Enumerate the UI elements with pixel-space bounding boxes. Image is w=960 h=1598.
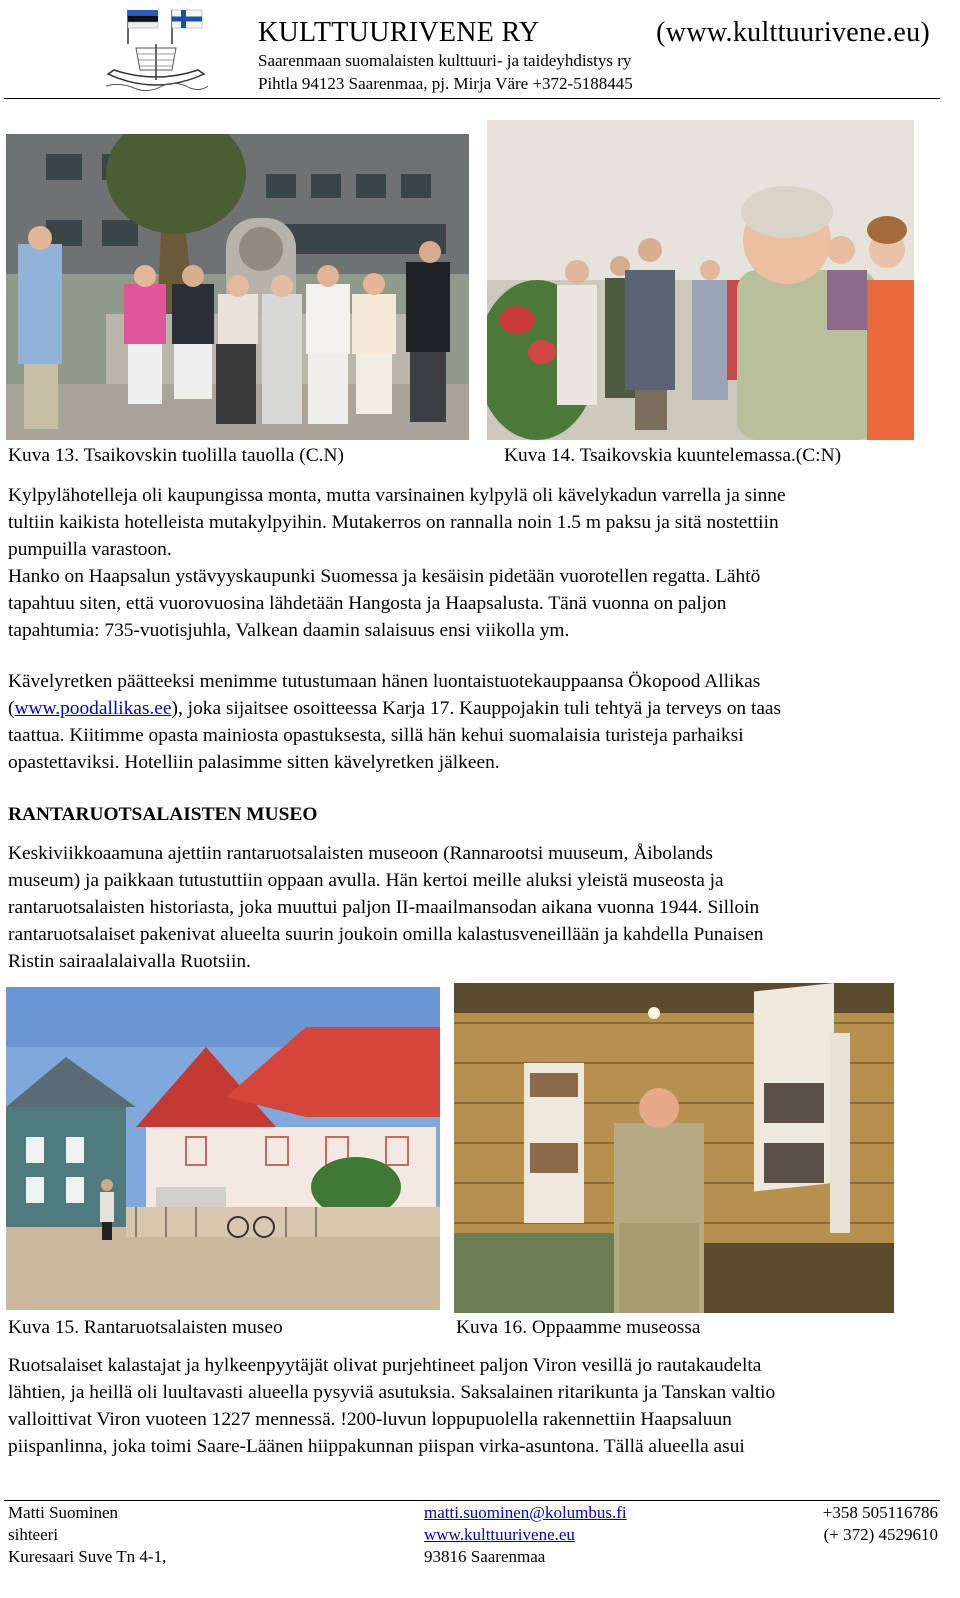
header-logo (100, 4, 212, 98)
text-line: tultiin kaikista hotelleista mutakylpyihin. Mutakerros on rannalla noin 1.5 m paksu ja sitä nostettiin (8, 512, 779, 533)
paragraph-ruotsalaiset (8, 1352, 938, 1460)
caption-kuva-16: Kuva 16. Oppaamme museossa (456, 1317, 701, 1338)
footer-phone-ee: (+ 372) 4529610 (823, 1525, 938, 1544)
paragraph-museo (8, 840, 938, 975)
paren-open: ( (8, 698, 15, 719)
header-website: (www.kulttuurivene.eu) (656, 17, 930, 48)
text-line: museum) ja paikkaan tutustuttiin oppaan avulla. Hän kertoi meille aluksi yleistä museosta ja (8, 870, 724, 891)
photo-kuva-13 (6, 134, 469, 440)
footer-web-link[interactable]: www.kulttuurivene.eu (424, 1525, 575, 1544)
section-heading: RANTARUOTSALAISTEN MUSEO (8, 804, 318, 825)
photo-kuva-14 (487, 120, 914, 440)
header-address: Pihtla 94123 Saarenmaa, pj. Mirja Väre +372-5188445 (258, 74, 633, 93)
caption-kuva-14: Kuva 14. Tsaikovskia kuuntelemassa.(C:N) (504, 445, 842, 466)
text-line: Kävelyretken päätteeksi menimme tutustumaan hänen luontaistuotekauppaansa Ökopood Allikas (8, 671, 761, 692)
paragraph-kylpyla (8, 482, 938, 563)
text-line: tapahtuu siten, että vuorovuosina lähdetään Hangosta ja Haapsalusta. Tänä vuonna on paljon (8, 593, 727, 614)
footer-center (424, 1502, 627, 1568)
footer-postal: 93816 Saarenmaa (424, 1547, 546, 1566)
text-line: piispanlinna, joka toimi Saare-Läänen hiippakunnan piispan virka-asuntona. Tällä alueella asui (8, 1436, 745, 1457)
footer-email-link[interactable]: matti.suominen@kolumbus.fi (424, 1503, 627, 1522)
photo-kuva-16 (454, 983, 894, 1313)
header-divider (4, 98, 940, 99)
text-line: rantaruotsalaisten historiasta, joka muuttui paljon II-maailmansodan aikana vuonna 1944. Silloin (8, 897, 760, 918)
text-line: rantaruotsalaiset pakenivat alueelta suurin joukoin omilla kalastusveneillään ja kahdella Punaisen (8, 924, 764, 945)
caption-kuva-15: Kuva 15. Rantaruotsalaisten museo (8, 1317, 283, 1338)
text-line: pumpuilla varastoon. (8, 539, 172, 560)
photo-kuva-15 (6, 987, 440, 1310)
text-line: Ruotsalaiset kalastajat ja hylkeenpyytäjät olivat purjehtineet paljon Viron vesillä jo rautakaudelta (8, 1355, 762, 1376)
footer-street: Kuresaari Suve Tn 4-1, (8, 1547, 167, 1566)
paragraph-kavelyretki (8, 668, 938, 776)
text-line: taattua. Kiitimme opasta mainiosta opastuksesta, sillä hän kehui suomalaisia turisteja parhaiksi (8, 725, 744, 746)
header-title: KULTTUURIVENE RY (258, 17, 540, 48)
text-line: Ristin sairaalalaivalla Ruotsiin. (8, 951, 251, 972)
footer-right (823, 1502, 938, 1546)
footer-phone-fi: +358 505116786 (822, 1503, 938, 1522)
text-line: lähtien, ja heillä oli luultavasti alueella pysyviä asutuksia. Saksalainen ritarikunta ja Tanskan valtio (8, 1382, 776, 1403)
paragraph-hanko (8, 563, 938, 644)
poodallikas-link[interactable]: www.poodallikas.ee (14, 698, 172, 719)
caption-kuva-13: Kuva 13. Tsaikovskin tuolilla tauolla (C.N) (8, 445, 344, 466)
text-line (8, 695, 938, 722)
text-line: Hanko on Haapsalun ystävyyskaupunki Suomessa ja kesäisin pidetään vuorotellen regatta. Lähtö (8, 566, 761, 587)
header-subtitle: Saarenmaan suomalaisten kulttuuri- ja taideyhdistys ry (258, 51, 632, 70)
text-line: tapahtumia: 735-vuotisjuhla, Valkean daamin salaisuus ensi viikolla ym. (8, 620, 570, 641)
footer-divider (4, 1500, 940, 1501)
text-span: ), joka sijaitsee osoitteessa Karja 17. Kauppojakin tuli tehtyä ja terveys on taas (171, 698, 782, 719)
boat-flags-logo-icon (100, 4, 212, 98)
footer-role: sihteeri (8, 1525, 59, 1544)
text-line: Keskiviikkoaamuna ajettiin rantaruotsalaisten museoon (Rannarootsi muuseum, Åibolands (8, 843, 713, 864)
footer-left (8, 1502, 166, 1568)
text-line: opastettaviksi. Hotelliin palasimme sitten kävelyretken jälkeen. (8, 752, 500, 773)
text-line: valloittivat Viron vuoteen 1227 mennessä. !200-luvun loppupuolella rakennettiin Haapsaluun (8, 1409, 732, 1430)
text-line: Kylpylähotelleja oli kaupungissa monta, mutta varsinainen kylpylä oli kävelykadun varrella ja sinne (8, 485, 786, 506)
footer-name: Matti Suominen (8, 1503, 119, 1522)
